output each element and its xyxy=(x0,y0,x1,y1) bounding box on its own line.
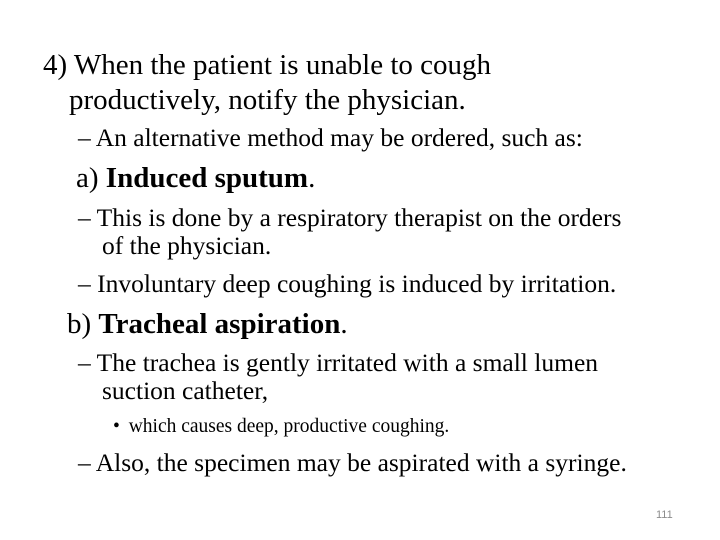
section-b-marker: b) xyxy=(67,308,92,340)
point-4-sub-text: An alternative method may be ordered, such as: xyxy=(95,123,583,152)
section-b-sub-1-line-2: suction catheter, xyxy=(102,376,269,405)
section-b-sub-1-line-1 xyxy=(78,350,598,376)
dash-marker: – xyxy=(78,203,91,232)
section-a-title: Induced sputum xyxy=(105,162,309,194)
section-a-sub-1-text: This is done by a respiratory therapist on the orders xyxy=(96,203,622,232)
section-a-sub-1-line-2: of the physician. xyxy=(102,231,272,260)
section-a-period: . xyxy=(308,162,316,194)
point-4-line-1: 4) When the patient is unable to cough xyxy=(43,49,492,81)
point-4-line-2: productively, notify the physician. xyxy=(69,84,466,116)
section-b-bullet-text: which causes deep, productive coughing. xyxy=(128,416,450,437)
point-4-sub-bullet xyxy=(78,125,583,151)
section-a-sub-2 xyxy=(78,271,616,297)
page-number: 111 xyxy=(656,509,673,521)
section-b-sub-2 xyxy=(78,450,627,476)
section-a-marker: a) xyxy=(76,162,99,194)
dash-marker: – xyxy=(78,269,91,298)
section-b-period: . xyxy=(340,308,348,340)
section-b-sub-1-text: The trachea is gently irritated with a small lumen xyxy=(96,348,599,377)
section-b-bullet-item xyxy=(113,417,449,437)
section-a-sub-2-text: Involuntary deep coughing is induced by irritation. xyxy=(97,269,617,298)
dash-marker: – xyxy=(78,348,91,377)
bullet-dot: • xyxy=(113,416,120,437)
section-a-sub-1-line-1 xyxy=(78,205,621,231)
section-a-heading xyxy=(76,164,315,193)
dash-marker: – xyxy=(78,448,91,477)
dash-marker: – xyxy=(78,123,91,152)
section-b-heading xyxy=(67,310,348,339)
section-b-title: Tracheal aspiration xyxy=(98,308,341,340)
section-b-sub-2-text: Also, the specimen may be aspirated with a syringe. xyxy=(95,448,627,477)
